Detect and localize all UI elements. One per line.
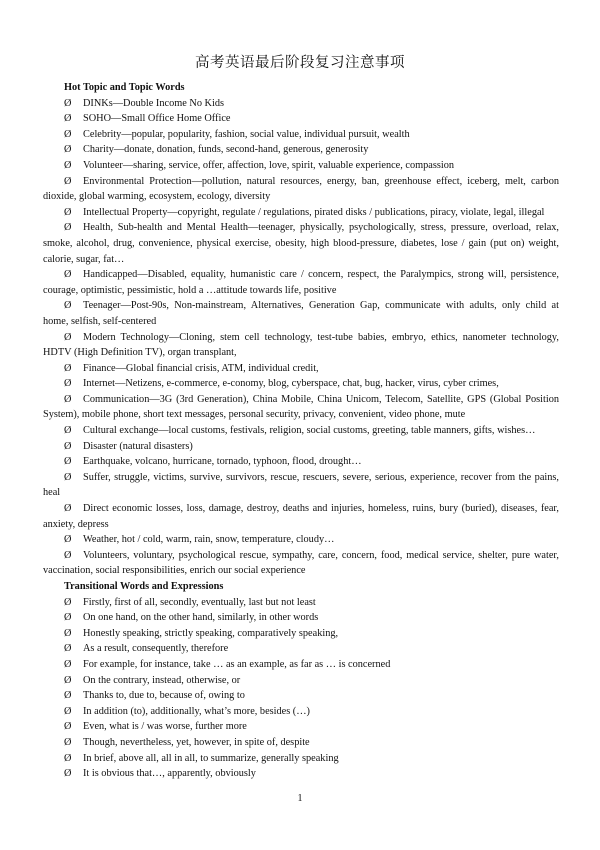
list-item-text: Internet—Netizens, e-commerce, e-conomy, blog, cyberspace, chat, bug, hacker, virus, cyber crimes, [83, 378, 499, 390]
list-item-text: Earthquake, volcano, hurricane, tornado, typhoon, flood, drought… [83, 456, 362, 468]
list-item [43, 298, 559, 329]
list-item-text: Environmental Protection—pollution, natural resources, energy, ban, greenhouse effect, iceberg, melt, carbon dioxide, global warming, ecosystem, ecology, diversity [43, 175, 559, 203]
list-item-text: Communication—3G (3rd Generation), China Mobile, China Unicom, Telecom, Satellite, GPS (Global Position System), mobile phone, short text messages, personal security, privacy, convenient, video phone, mute [43, 393, 559, 421]
bullet-icon: Ø [64, 456, 72, 468]
bullet-icon: Ø [64, 393, 72, 405]
bullet-icon: Ø [64, 674, 72, 686]
list-item-text: Volunteers, voluntary, psychological rescue, sympathy, care, concern, food, medical service, shelter, pure water, vaccination, social responsibilities, enrich our social experience [43, 549, 559, 577]
bullet-icon: Ø [64, 128, 72, 140]
list-item [43, 376, 559, 392]
list-item-text: Health, Sub-health and Mental Health—teenager, physically, psychologically, stress, pressure, overload, relax, smoke, alcohol, drug, convenience, physical exercise, obesity, high blood-pressure, diabetes, lose / gain (put on) weight, calorie, sugar, fat… [43, 222, 559, 265]
bullet-icon: Ø [64, 269, 72, 281]
bullet-icon: Ø [64, 612, 72, 624]
list-item [43, 205, 559, 221]
bullet-icon: Ø [64, 144, 72, 156]
bullet-icon: Ø [64, 752, 72, 764]
list-item-text: In addition (to), additionally, what’s more, besides (…) [83, 705, 310, 717]
bullet-icon: Ø [64, 534, 72, 546]
list-item [43, 704, 559, 720]
bullet-icon: Ø [64, 300, 72, 312]
bullet-icon: Ø [64, 159, 72, 171]
bullet-icon: Ø [64, 596, 72, 608]
list-item-text: Volunteer—sharing, service, offer, affection, love, spirit, valuable experience, compassion [83, 159, 455, 171]
document-content [43, 80, 559, 782]
list-item [43, 330, 559, 361]
document-title: 高考英语最后阶段复习注意事项 [195, 55, 405, 71]
list-item-text: Modern Technology—Cloning, stem cell technology, test-tube babies, embryo, ethics, nanometer technology, HDTV (High Definition TV), organ transplant, [43, 331, 559, 359]
list-item-text: Disaster (natural disasters) [83, 440, 193, 452]
bullet-icon: Ø [64, 362, 72, 374]
bullet-icon: Ø [64, 440, 72, 452]
bullet-icon: Ø [64, 736, 72, 748]
list-item-text: In brief, above all, all in all, to summarize, generally speaking [83, 752, 339, 764]
list-item [43, 220, 559, 267]
list-item [43, 392, 559, 423]
list-item [43, 439, 559, 455]
list-item-text: Teenager—Post-90s, Non-mainstream, Alternatives, Generation Gap, communicate with adults, only child at home, selfish, self-centered [43, 300, 559, 327]
bullet-icon: Ø [64, 549, 72, 561]
list-item-text: Celebrity—popular, popularity, fashion, social value, individual pursuit, wealth [83, 128, 410, 140]
bullet-icon: Ø [64, 471, 72, 483]
bullet-icon: Ø [64, 378, 72, 390]
list-item [43, 501, 559, 532]
bullet-icon: Ø [64, 222, 72, 234]
list-item [43, 688, 559, 704]
list-item [43, 735, 559, 751]
bullet-icon: Ø [64, 721, 72, 733]
bullet-icon: Ø [64, 206, 72, 218]
list-item-text: Charity—donate, donation, funds, second-hand, generous, generosity [83, 144, 369, 156]
list-item-text: Suffer, struggle, victims, survive, survivors, rescue, rescuers, severe, serious, experience, recover from the pains, heal [43, 471, 559, 499]
list-item [43, 127, 559, 143]
bullet-icon: Ø [64, 658, 72, 670]
bullet-icon: Ø [64, 113, 72, 125]
section-heading: Transitional Words and Expressions [64, 581, 224, 592]
list-item [43, 548, 559, 579]
list-item-text: Honestly speaking, strictly speaking, comparatively speaking, [83, 627, 339, 639]
list-item [43, 673, 559, 689]
list-item-text: Firstly, first of all, secondly, eventually, last but not least [83, 596, 316, 608]
bullet-icon: Ø [64, 175, 72, 187]
list-item-text: On the contrary, instead, otherwise, or [83, 674, 241, 686]
list-item-text: Even, what is / was worse, further more [83, 721, 247, 733]
list-item [43, 96, 559, 112]
list-item [43, 610, 559, 626]
list-item-text: Intellectual Property—copyright, regulate / regulations, pirated disks / publications, piracy, violate, legal, illegal [83, 206, 545, 218]
bullet-icon: Ø [64, 690, 72, 702]
list-item-text: It is obvious that…, apparently, obviously [83, 768, 256, 780]
list-item-text: Though, nevertheless, yet, however, in spite of, despite [83, 736, 310, 748]
list-item-text: Thanks to, due to, because of, owing to [83, 690, 245, 702]
page-number: 1 [297, 793, 303, 804]
list-item-text: Weather, hot / cold, warm, rain, snow, temperature, cloudy… [83, 534, 335, 546]
list-item-text: SOHO—Small Office Home Office [83, 113, 231, 125]
list-item [43, 766, 559, 782]
list-item-text: As a result, consequently, therefore [83, 643, 229, 655]
list-item [43, 174, 559, 205]
list-item-text: Direct economic losses, loss, damage, destroy, deaths and injuries, homeless, ruins, bury (buried), diseases, fear, anxiety, depress [43, 503, 559, 530]
list-item-text: Cultural exchange—local customs, festivals, religion, social customs, greeting, table manners, gifts, wishes… [83, 425, 536, 437]
list-item [43, 719, 559, 735]
list-item-text: For example, for instance, take … as an example, as far as … is concerned [83, 658, 391, 670]
list-item [43, 641, 559, 657]
list-item [43, 423, 559, 439]
list-item [43, 361, 559, 377]
list-item-text: DINKs—Double Income No Kids [83, 97, 224, 109]
list-item-text: Finance—Global financial crisis, ATM, individual credit, [83, 362, 319, 374]
list-item [43, 626, 559, 642]
list-item [43, 595, 559, 611]
bullet-icon: Ø [64, 331, 72, 343]
list-item [43, 142, 559, 158]
list-item [43, 751, 559, 767]
list-item [43, 267, 559, 298]
bullet-icon: Ø [64, 768, 72, 780]
bullet-icon: Ø [64, 97, 72, 109]
bullet-icon: Ø [64, 503, 72, 515]
list-item [43, 657, 559, 673]
section-heading: Hot Topic and Topic Words [64, 82, 185, 93]
list-item [43, 158, 559, 174]
list-item-text: Handicapped—Disabled, equality, humanistic care / concern, respect, the Paralympics, strong will, persistence, courage, optimistic, pessimistic, hold a …attitude towards life, positive [43, 269, 559, 296]
list-item [43, 454, 559, 470]
bullet-icon: Ø [64, 627, 72, 639]
bullet-icon: Ø [64, 643, 72, 655]
list-item [43, 532, 559, 548]
list-item [43, 111, 559, 127]
list-item-text: On one hand, on the other hand, similarly, in other words [83, 612, 319, 624]
bullet-icon: Ø [64, 425, 72, 437]
bullet-icon: Ø [64, 705, 72, 717]
list-item [43, 470, 559, 501]
